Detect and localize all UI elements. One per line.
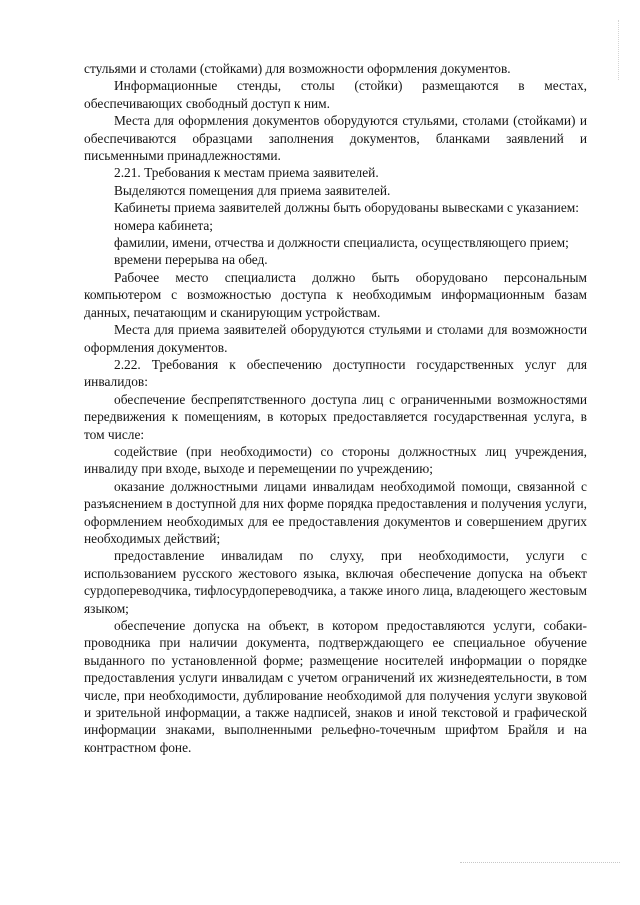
list-item: времени перерыва на обед. bbox=[114, 252, 268, 268]
list-item: фамилии, имени, отчества и должности специалиста, осуществляющего прием; bbox=[114, 235, 569, 251]
list-item: обеспечение допуска на объект, в котором предоставляются услуги, собаки-проводника при наличии документа, подтверждающего ее специальное обучение выданного по установленной форме; размещение носителей информации о порядке предоставления услуги инвалидам с учетом ограничений их жизнедеятельности, в том числе, при необходимости, дублирование необходимой для получения услуги звуковой и зрительной информации, а также надписей, знаков и иной текстовой и графической информации знаками, выполненными рельефно-точечным шрифтом Брайля и на контрастном фоне. bbox=[84, 618, 587, 755]
paragraph: Места для оформления документов оборудуются стульями, столами (стойками) и обеспечиваются образцами заполнения документов, бланками заявлений и письменными принадлежностями. bbox=[84, 113, 587, 164]
scan-artifact bbox=[460, 862, 620, 864]
paragraph: Рабочее место специалиста должно быть оборудовано персональным компьютером с возможностью доступа к необходимым информационным базам данных, печатающим и сканирующим устройствам. bbox=[84, 269, 587, 320]
scan-artifact bbox=[618, 20, 620, 80]
list-item: предоставление инвалидам по слуху, при необходимости, услуги с использованием русского жестового языка, включая обеспечение допуска на объект сурдопереводчика, тифлосурдопереводчика, а также иного лица, владеющего жестовым языком; bbox=[84, 548, 587, 616]
paragraph: Выделяются помещения для приема заявителей. bbox=[114, 182, 391, 198]
paragraph: Кабинеты приема заявителей должны быть оборудованы вывесками с указанием: bbox=[114, 200, 579, 216]
list-item: оказание должностными лицами инвалидам необходимой помощи, связанной с разъяснением в доступной для них форме порядка предоставления и получения услуги, оформлением необходимых для ее предоставления документов и совершением других необходимых действий; bbox=[84, 478, 587, 546]
list-item: содействие (при необходимости) со стороны должностных лиц учреждения, инвалиду при входе, выходе и перемещении по учреждению; bbox=[84, 443, 587, 477]
paragraph: обеспечение беспрепятственного доступа лиц с ограниченными возможностями передвижения к помещениям, в которых предоставляется государственная услуга, в том числе: bbox=[84, 391, 587, 442]
paragraph: Информационные стенды, столы (стойки) размещаются в местах, обеспечивающих свободный доступ к ним. bbox=[84, 78, 587, 111]
list-item: номера кабинета; bbox=[114, 217, 214, 233]
document-body bbox=[84, 60, 587, 756]
paragraph: Места для приема заявителей оборудуются стульями и столами для возможности оформления документов. bbox=[84, 322, 587, 355]
section-heading: 2.22. Требования к обеспечению доступности государственных услуг для инвалидов: bbox=[84, 356, 587, 390]
paragraph: стульями и столами (стойками) для возможности оформления документов. bbox=[84, 61, 511, 76]
section-heading: 2.21. Требования к местам приема заявителей. bbox=[114, 165, 379, 181]
